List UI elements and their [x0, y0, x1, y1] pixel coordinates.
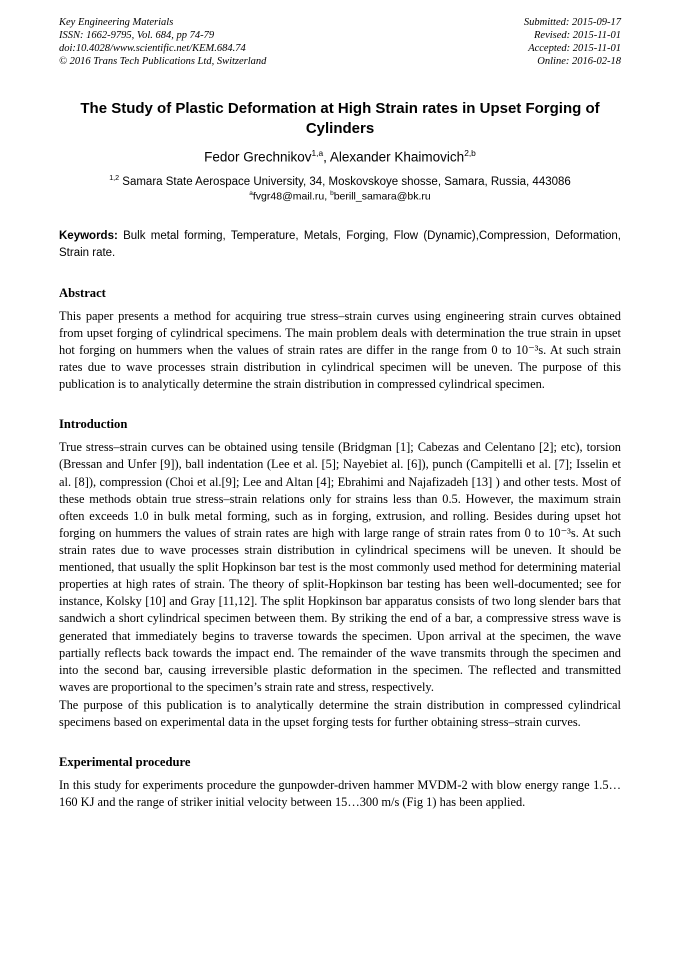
abstract-heading: Abstract	[59, 285, 106, 300]
email-b-sup: b	[330, 190, 334, 198]
author-1-name: Fedor Grechnikov	[204, 149, 312, 165]
keywords-text: Bulk metal forming, Temperature, Metals, Forging, Flow (Dynamic),Compression, Deformation, Strain rate.	[59, 230, 621, 260]
section-introduction	[59, 417, 621, 731]
author-1-affiliation-sup: 1,a	[311, 148, 324, 158]
abstract-paragraph: This paper presents a method for acquiring true stress–strain curves using engineering strain curves obtained from upset forging of cylindrical specimens. The main problem deals with determination the true strain in upset hot forging on hummers when the values of strain rates are differ in the range from 0 to 10⁻³s. At such strain rates due to wave processes strain distribution in cylindrical specimen will be uneven. The purpose of this publication is to analytically determine the strain distribution in compressed cylindrical specimen.	[59, 308, 621, 392]
paper-title: The Study of Plastic Deformation at High Strain rates in Upset Forging of Cylinders	[80, 99, 600, 137]
author-2-name: Alexander Khaimovich	[329, 149, 465, 165]
doi-line: doi:10.4028/www.scientific.net/KEM.684.74	[59, 43, 246, 55]
experimental-procedure-heading: Experimental procedure	[59, 755, 191, 770]
introduction-paragraph-1: True stress–strain curves can be obtained using tensile (Bridgman [1]; Cabezas and Celentano [2]; etc), torsion (Bressan and Unfer [9]), ball indentation (Lee et al. [5]; Nayebiet al. [6]), punch (Campitelli et al. [7]; Isselin et al. [8]), compression (Choi et al.[9]; Lee and Altan [4]; Ebrahimi and Najafizadeh [13] ) and other tests. Most of these methods obtain true stress–strain relations only for strains less than 0.5. However, the maximum strain often exceeds 1.0 in bulk metal forming, such as in forging, extrusion, and rolling. Besides during upset hot forging on hummers the values of strain rates are high with large range of strain rates from 0 to 10⁻³s. At such strain rates due to wave processes strain distribution in cylindrical specimens will be uneven. It should be mentioned, that usually the split Hopkinson bar test is the most commonly used method for determining material properties at high rates of strain. The theory of split-Hopkinson bar testing has been well-documented; see for instance, Kolsky [10] and Gray [11,12]. The split Hopkinson bar apparatus consists of two long slender bars that sandwich a short cylindrical specimen between them. By striking the end of a bar, a compressive stress wave is generated that immediately begins to traverse towards the specimen. Upon arrival at the specimen, the wave partially reflects back towards the impact end. The remainder of the wave transmits through the specimen and into the second bar, causing irreversible plastic deformation in the specimen. The reflected and transmitted waves are proportional to the specimen’s strain rate and stress, respectively.	[59, 440, 621, 694]
section-experimental-procedure	[59, 755, 621, 811]
copyright-line: © 2016 Trans Tech Publications Ltd, Switzerland	[59, 56, 267, 68]
section-abstract	[59, 286, 621, 394]
affiliation-line	[59, 174, 621, 190]
header-right-block	[524, 16, 621, 69]
email-a-sup: a	[249, 190, 253, 198]
accepted-date: Accepted: 2015-11-01	[528, 43, 621, 55]
page-header	[59, 16, 621, 69]
journal-name: Key Engineering Materials	[59, 17, 174, 28]
affiliation-sup: 1,2	[109, 173, 120, 182]
email-a: fvgr48@mail.ru,	[252, 190, 331, 203]
authors-line	[59, 148, 621, 165]
header-left-block	[59, 16, 266, 69]
email-b: berill_samara@bk.ru	[333, 190, 431, 203]
issn-volume-line: ISSN: 1662-9795, Vol. 684, pp 74-79	[59, 30, 215, 42]
revised-date: Revised: 2015-11-01	[534, 30, 621, 42]
affiliation-text: Samara State Aerospace University, 34, Moskovskoye shosse, Samara, Russia, 443086	[119, 175, 571, 188]
online-date: Online: 2016-02-18	[537, 56, 621, 68]
introduction-heading: Introduction	[59, 417, 128, 432]
submitted-date: Submitted: 2015-09-17	[523, 17, 621, 28]
emails-line	[59, 189, 621, 204]
introduction-paragraph-2: The purpose of this publication is to analytically determine the strain distribution in compressed cylindrical specimens based on experimental data in the upset forging tests for further obtaining stress–strain curves.	[59, 697, 621, 730]
author-2-affiliation-sup: 2,b	[464, 148, 476, 158]
keywords-block	[59, 228, 621, 261]
authors-separator: ,	[323, 149, 330, 165]
experimental-procedure-paragraph: In this study for experiments procedure the gunpowder-driven hammer MVDM-2 with blow energy range 1.5… 160 KJ and the range of striker initial velocity between 15…300 m/s (Fig 1) has been applied.	[59, 778, 621, 810]
keywords-label: Keywords:	[59, 230, 118, 243]
